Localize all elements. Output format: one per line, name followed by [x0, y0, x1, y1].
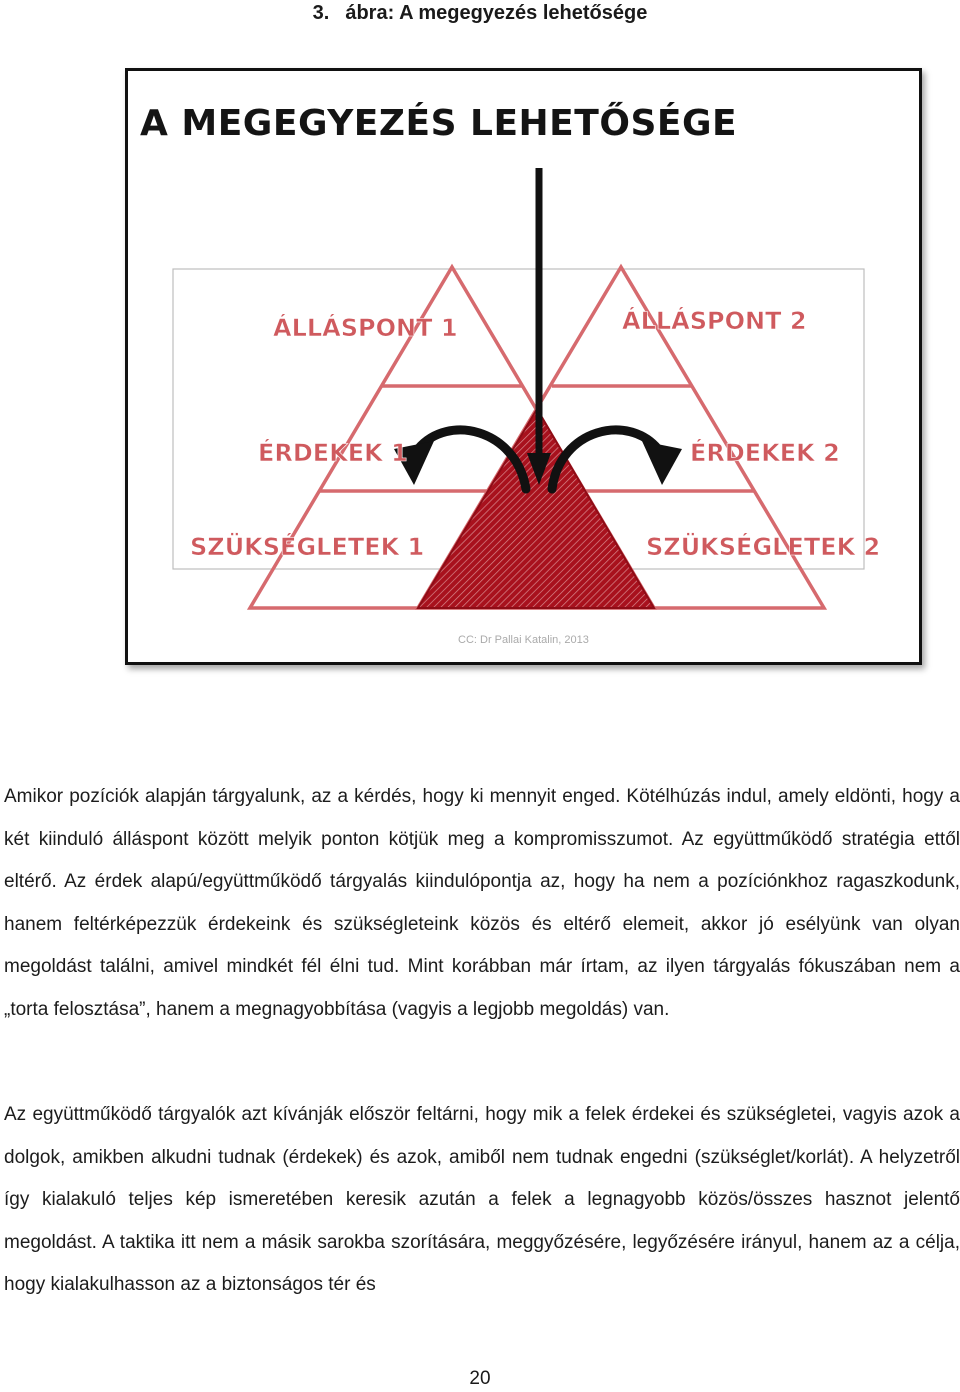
left-label-interests: ÉRDEKEK 1: [258, 439, 408, 467]
figure-caption: [0, 0, 960, 26]
figure-frame: [125, 68, 922, 665]
left-label-position: ÁLLÁSPONT 1: [273, 314, 458, 342]
paragraph-1: Amikor pozíciók alapján tárgyalunk, az a kérdés, hogy ki mennyit enged. Kötélhúzás indul, amely eldönti, hogy a két kiinduló álláspont között melyik ponton kötjük meg a kompromisszumot. Az együttműködő stratégia ettől eltérő. Az érdek alapú/együttműködő tárgyalás kiindulópontja az, hogy ha nem a pozíciónkhoz ragaszkodunk, hanem feltérképezzük érdekeink és szükségleteink közös és eltérő elemeit, akkor jó esélyünk van olyan megoldást találni, amivel mindkét fél élni tud. Mint korábban már írtam, az ilyen tárgyalás fókuszában nem a „torta felosztása”, hanem a megnagyobbítása (vagyis a legjobb megoldás) van.: [4, 786, 960, 1020]
caption-title: ábra: A megegyezés lehetősége: [345, 2, 648, 24]
figure-credit: CC: Dr Pallai Katalin, 2013: [458, 634, 589, 646]
right-label-interests: ÉRDEKEK 2: [690, 439, 840, 467]
left-label-needs: SZÜKSÉGLETEK 1: [190, 533, 425, 561]
right-label-position: ÁLLÁSPONT 2: [622, 307, 807, 335]
negotiation-diagram: [128, 71, 919, 662]
page-number: 20: [469, 1368, 491, 1389]
figure-title: A MEGEGYEZÉS LEHETŐSÉGE: [140, 103, 738, 144]
right-label-needs: SZÜKSÉGLETEK 2: [646, 533, 881, 561]
paragraph-2: Az együttműködő tárgyalók azt kívánják először feltárni, hogy mik a felek érdekei és szükségletei, vagyis azok a dolgok, amikben alkudni tudnak (érdekek) és azok, amiből nem tudnak engedni (szükséglet/korlát). A helyzetről így kialakuló teljes kép ismeretében keresik azután a felek a legnagyobb közös/összes hasznot jelentő megoldást. A taktika itt nem a másik sarokba szorítására, meggyőzésére, legyőzésére irányul, hanem az a célja, hogy kialakulhasson az a biztonságos tér és: [4, 1104, 960, 1295]
caption-number: 3.: [312, 2, 330, 24]
